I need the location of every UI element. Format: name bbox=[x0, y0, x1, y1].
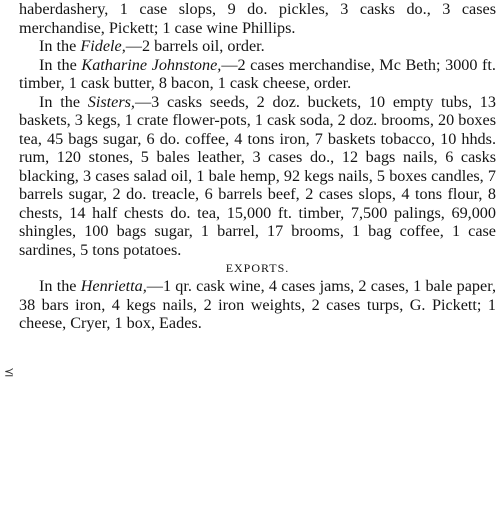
paragraph-text: —2 cases merchandise, Mc Beth; 3000 ft. timber, 1 cask butter, 8 bacon, 1 cask cheese, order. bbox=[19, 55, 496, 92]
ship-name: Henrietta, bbox=[80, 277, 147, 295]
section-heading-exports: EXPORTS. bbox=[225, 261, 290, 275]
paragraph-text: —3 casks seeds, 2 doz. buckets, 10 empty tubs, 13 baskets, 3 kegs, 1 crate flower-pots, 1 cask soda, 2 doz. brooms, 20 boxes tea, 45 bags sugar, 6 do. coffee, 4 tons iron, 7 baskets tobacco, 10 hhds. rum, 120 stones, 5 bales leather, 3 cases do., 12 bags nails, 6 casks blacking, 3 cases salad oil, 1 bale hemp, 92 kegs nails, 5 boxes candles, 7 barrels sugar, 2 do. treacle, 6 barrels beef, 2 cases slops, 4 tons flour, 8 chests, 14 half chests do. tea, 15,000 ft. timber, 7,500 palings, 69,000 shingles, 100 bags sugar, 1 barrel, 17 brooms, 1 bag coffee, 1 case sardines, 5 tons potatoes. bbox=[19, 92, 496, 259]
paragraph-continuation bbox=[19, 0, 496, 37]
ship-name: Katharine Johnstone, bbox=[81, 55, 222, 74]
paragraph-sisters bbox=[19, 93, 496, 260]
paragraph-text: haberdashery, 1 case slops, 9 do. pickles, 3 casks do., 3 cases merchandise, Pickett; 1 case wine Phillips. bbox=[19, 0, 496, 37]
paragraph-text: —1 qr. cask wine, 4 cases jams, 2 cases, 1 bale paper, 38 bars iron, 4 kegs nails, 2 iron weights, 2 cases turps, G. Pickett; 1 cheese, Cryer, 1 box, Eades. bbox=[19, 277, 496, 332]
paragraph-lead: In the bbox=[39, 92, 88, 111]
paragraph-lead: In the bbox=[39, 55, 82, 74]
paragraph-fidele bbox=[19, 37, 496, 56]
ship-name: Fidele, bbox=[80, 37, 126, 55]
paragraph-lead: In the bbox=[39, 37, 81, 55]
paragraph-text: —2 barrels oil, order. bbox=[125, 37, 265, 55]
paragraph-katharine-johnstone bbox=[19, 56, 496, 93]
margin-mark: ⪯ bbox=[4, 365, 15, 379]
ship-name: Sisters, bbox=[87, 92, 135, 111]
paragraph-henrietta bbox=[19, 277, 496, 333]
paragraph-lead: In the bbox=[39, 277, 81, 295]
